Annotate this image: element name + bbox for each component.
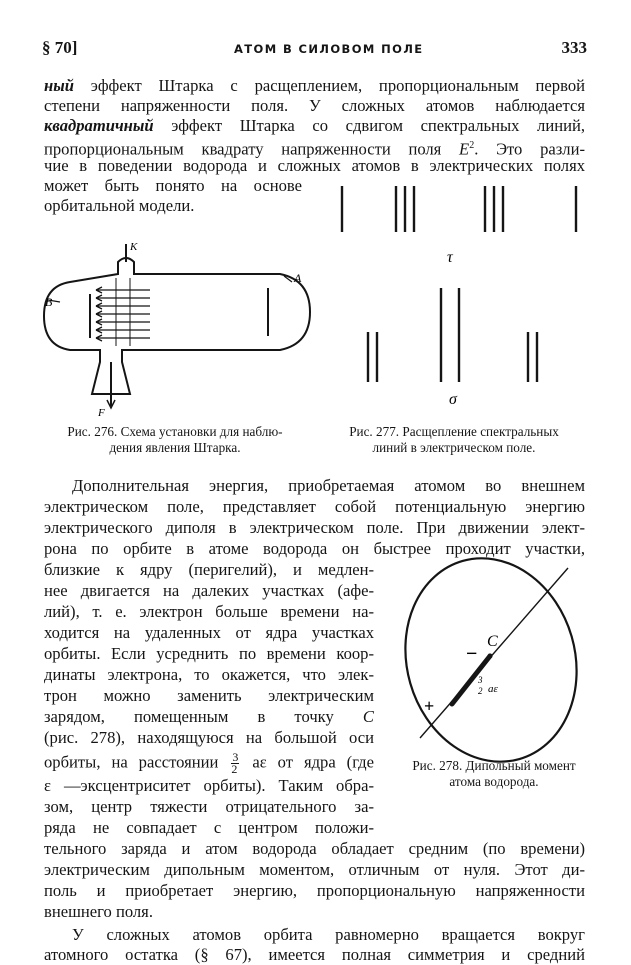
page-number: 333 <box>561 38 587 57</box>
paragraph2-line16: зом, центр тяжести отрицательного за- <box>44 797 374 816</box>
paragraph2-line20: поль и приобретает энергию, пропорциональную напряженности <box>44 881 585 900</box>
paragraph2-line11: трон можно заменить электрическим <box>44 686 374 705</box>
paragraph2-line9: орбиты. Если усреднить по времени коор- <box>44 644 374 663</box>
paragraph1-line2: степени напряженности поля. У сложных атомов наблюдается <box>44 96 585 115</box>
paragraph2-line3: электрического диполя в электрическом поле. При движении элект- <box>44 518 585 537</box>
label-frac-num: 3 <box>478 675 483 685</box>
paragraph2-line15: ε —эксцентриситет орбиты). Таким обра- <box>44 776 374 795</box>
label-F: F <box>98 407 105 419</box>
paragraph2-line14: орбиты, на расстоянии $\frac{3}{2}$ aε от ядра (где <box>44 750 374 776</box>
paragraph3-line2: атомного остатка (§ 67), имеется полная симметрия и средний <box>44 945 585 964</box>
fraction-three-halves: $\frac{3}{2}$ <box>231 750 239 776</box>
figure-276-caption: Рис. 276. Схема установки для наблю- дения явления Штарка. <box>67 424 283 455</box>
paragraph3-line1: У сложных атомов орбита равномерно вращается вокруг <box>72 925 585 944</box>
paragraph2-line8: ходится на удаленных от ядра участках <box>44 623 374 642</box>
label-sigma: σ <box>449 391 457 408</box>
paragraph2-line7: лий), т. е. электрон больше времени на- <box>44 602 374 621</box>
paragraph1-line7: орбитальной модели. <box>44 196 195 215</box>
label-A: А <box>294 271 302 285</box>
paragraph1-line3: квадратичный эффект Штарка со сдвигом спектральных линий, <box>44 116 585 135</box>
label-C: С <box>487 633 498 650</box>
label-frac-den: 2 <box>478 686 483 696</box>
paragraph2-line6: нее двигается на далеких участках (афе- <box>44 581 374 600</box>
label-B: В <box>45 295 53 309</box>
figure-277-caption: Рис. 277. Расщепление спектральных линий в электрическом поле. <box>349 424 559 455</box>
figure-278-caption: Рис. 278. Дипольный момент атома водорода. <box>412 758 576 789</box>
paragraph1-line1: ный эффект Штарка с расщеплением, пропорциональным первой <box>44 76 585 95</box>
paragraph2-line12: зарядом, помещенным в точку С <box>44 707 374 726</box>
paragraph2-line10: динаты электрона, то окажется, что элек- <box>44 665 374 684</box>
running-title: АТОМ В СИЛОВОМ ПОЛЕ <box>234 42 424 56</box>
label-K: К <box>130 241 138 253</box>
paragraph2-line21: внешнего поля. <box>44 902 153 921</box>
point-C <box>488 654 493 659</box>
paragraph2-line18: тельного заряда и атом водорода обладает средним (по времени) <box>44 839 585 858</box>
section-number: § 70] <box>42 38 78 57</box>
label-minus: − <box>466 643 478 665</box>
paragraph2-line1: Дополнительная энергия, приобретаемая атомом во внешнем <box>72 476 585 495</box>
paragraph2-line13: (рис. 278), находящуюся на большой оси <box>44 728 374 747</box>
paragraph2-line2: электрическом поле, представляет собой потенциальную энергию <box>44 497 585 516</box>
label-tau: τ <box>447 249 453 266</box>
paragraph1-line5: чие в поведении водорода и сложных атомов в электрических полях <box>44 156 585 175</box>
paragraph1-line6: может быть понято на основе <box>44 176 302 195</box>
paragraph2-line4: рона по орбите в атоме водорода он быстрее проходит участки, <box>44 539 585 558</box>
paragraph2-line17: ряда не совпадает с центром положи- <box>44 818 374 837</box>
paragraph2-line5: близкие к ядру (перигелий), и медлен- <box>44 560 374 579</box>
paragraph1-line4: пропорциональным квадрату напряженности поля $E^2$. Это разли- <box>44 139 585 159</box>
label-plus: + <box>424 696 435 716</box>
label-ae: aε <box>488 683 498 695</box>
paragraph2-line19: электрическим дипольным моментом, отличным от нуля. Этот ди- <box>44 860 585 879</box>
